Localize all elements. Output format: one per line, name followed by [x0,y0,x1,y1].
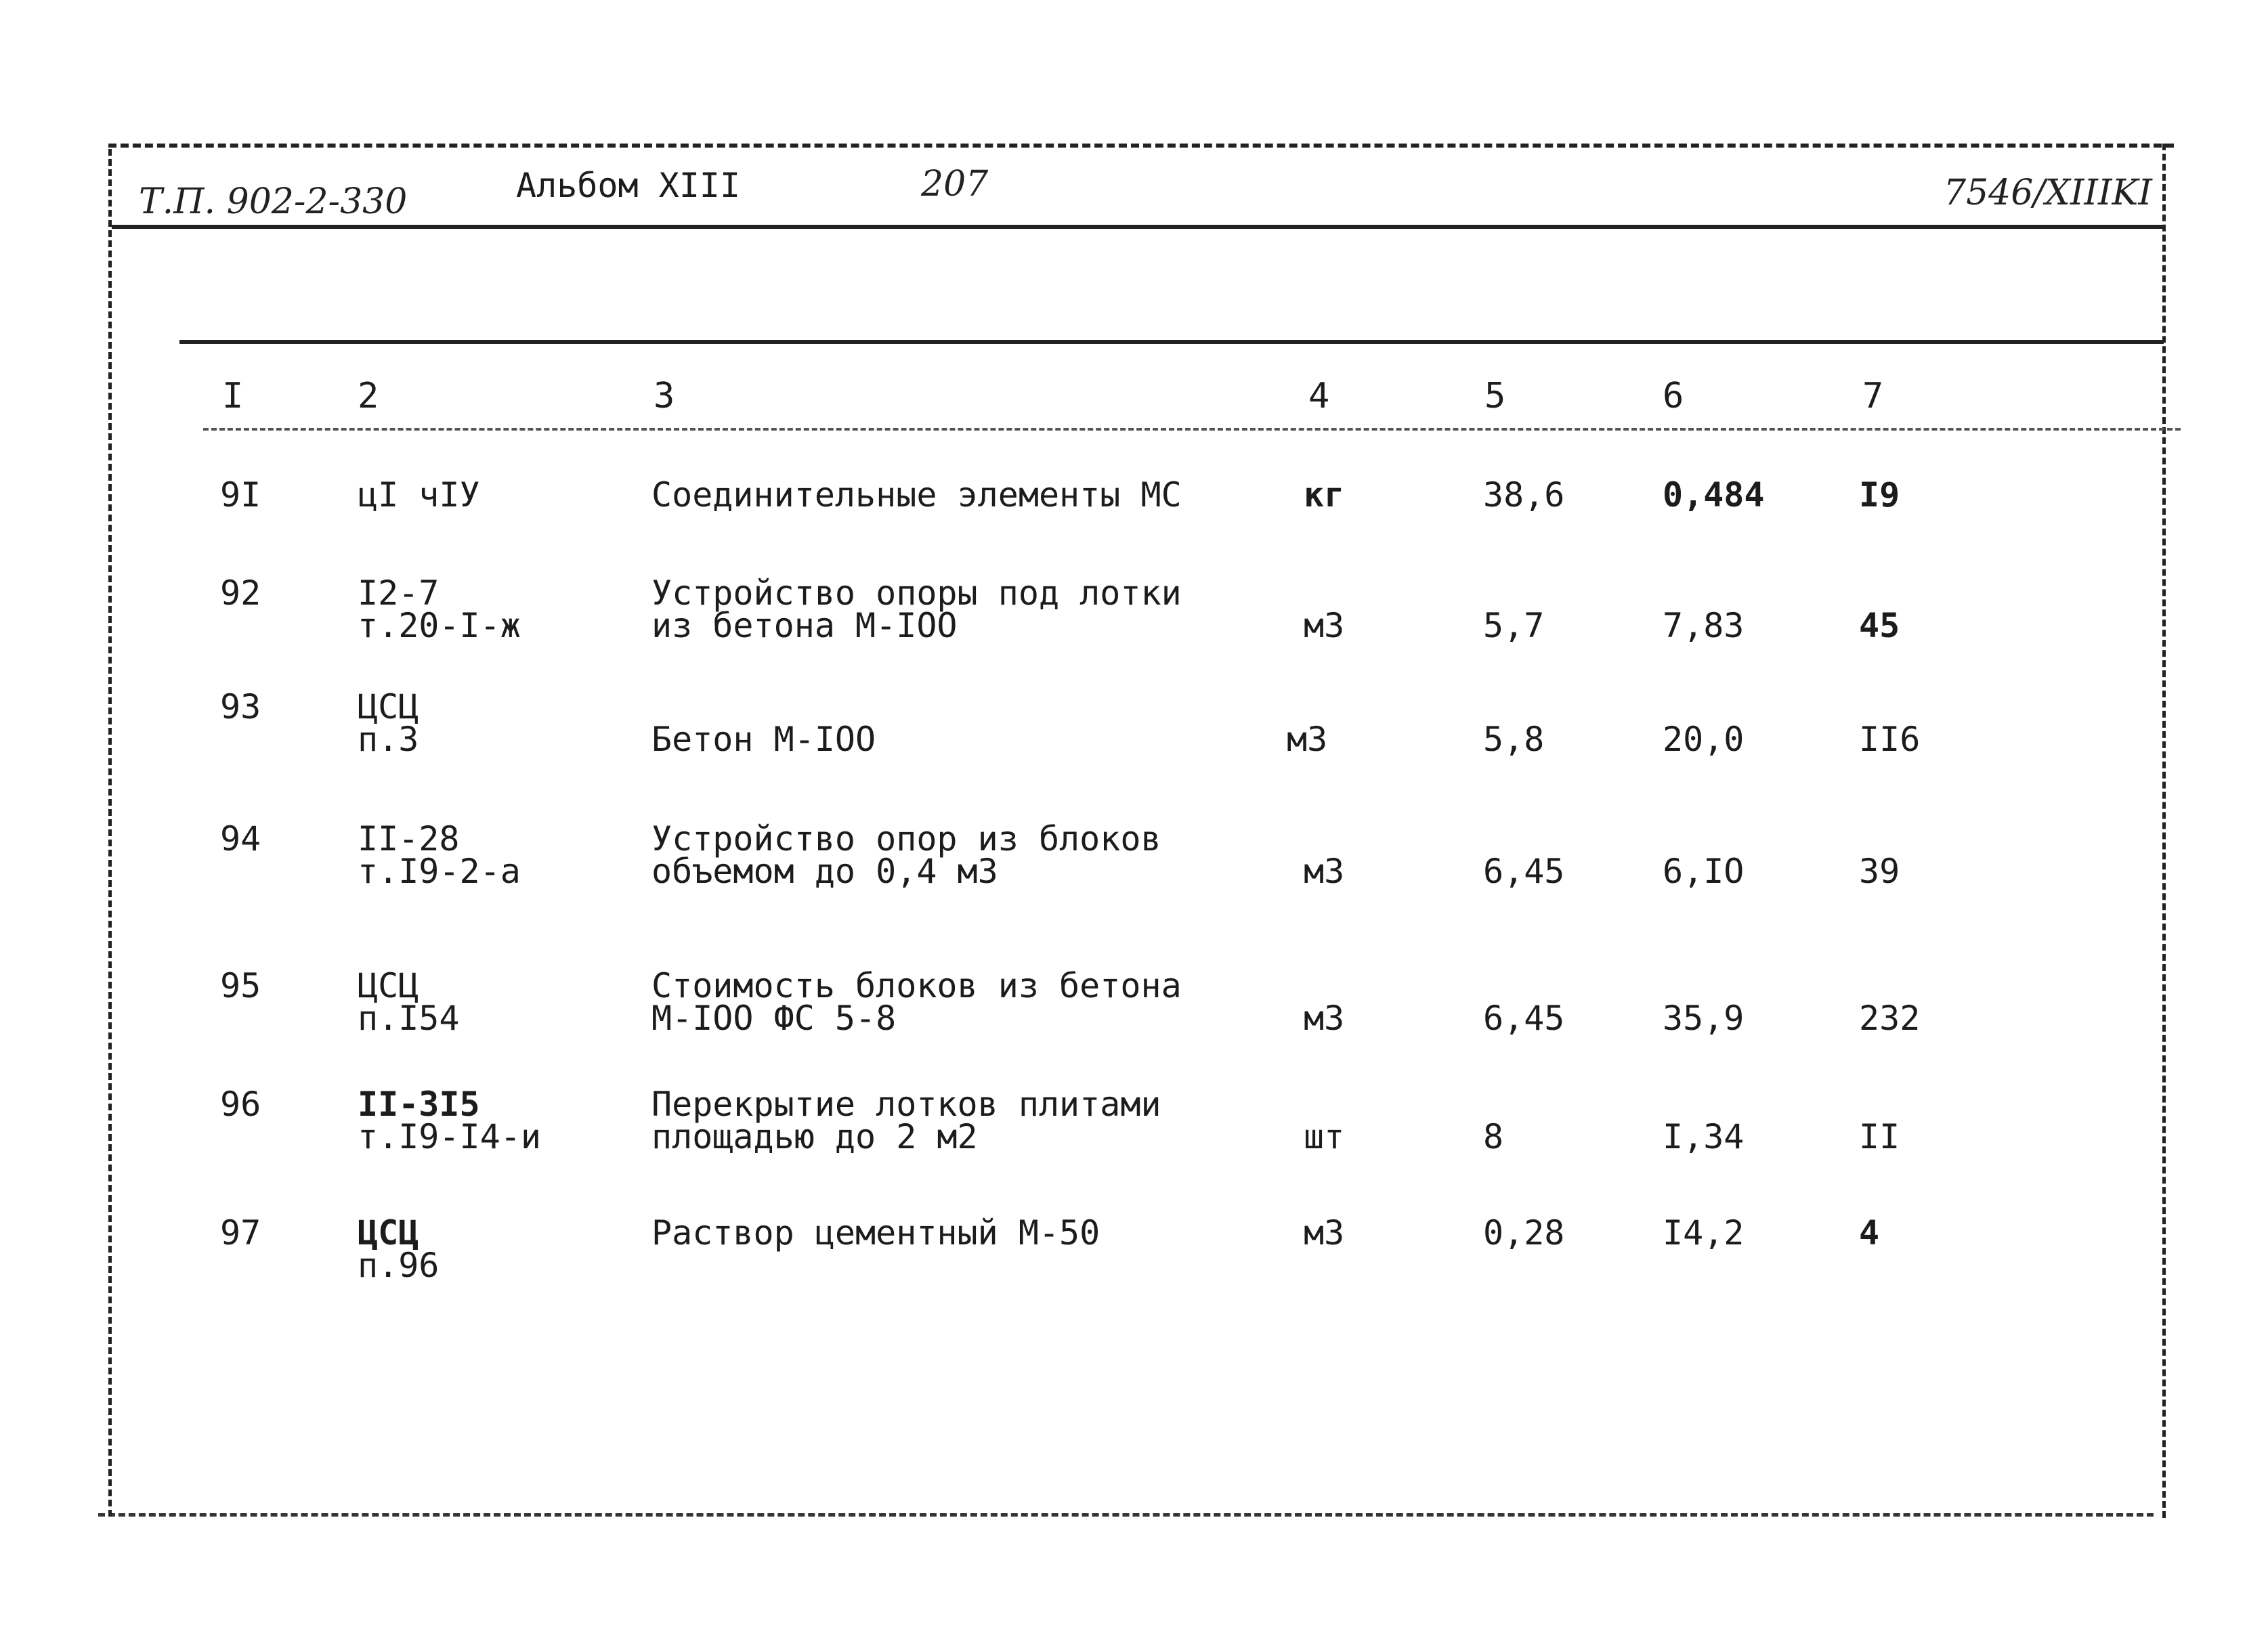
quantity: 8 [1483,1117,1504,1156]
work-name-line2: Бетон М-IOO [651,720,876,759]
total-cost: II6 [1859,720,1921,759]
table-row [0,1087,2268,1188]
unit-price: I,34 [1663,1117,1745,1156]
unit-price: 7,83 [1663,606,1745,645]
frame-bottom-border [98,1513,2154,1517]
rate-code-line1: ЦСЦ [358,966,419,1005]
rate-code-line2: т.20-I-ж [358,606,521,645]
quantity: 6,45 [1483,852,1565,891]
work-name-line1: Перекрытие лотков плитами [651,1085,1161,1124]
sheet-code: 7546/XIIIKI [1944,173,2152,213]
work-name-line1: Стоимость блоков из бетона [651,966,1182,1005]
rate-code-line2: п.I54 [358,999,460,1038]
unit: м3 [1304,852,1345,891]
row-number: 95 [220,966,261,1005]
unit: м3 [1304,999,1345,1038]
column-number-3: 3 [654,376,675,416]
row-number: 96 [220,1085,261,1124]
quantity: 5,7 [1483,606,1545,645]
total-cost: 232 [1859,999,1921,1038]
total-cost: 45 [1859,606,1900,645]
total-cost: I9 [1859,475,1900,515]
unit: м3 [1304,606,1345,645]
quantity: 38,6 [1483,475,1565,515]
table-top-rule [179,340,2164,344]
rate-code-line1: I2-7 [358,573,440,613]
column-header-rule [203,428,2181,431]
unit-price: 6,IO [1663,852,1745,891]
total-cost: 39 [1859,852,1900,891]
unit: м3 [1287,720,1328,759]
quantity: 5,8 [1483,720,1545,759]
column-number-4: 4 [1308,376,1330,416]
work-name-line2: площадью до 2 м2 [651,1117,978,1156]
work-name-line1: Соединительные элементы МС [651,475,1182,515]
total-cost: II [1859,1117,1900,1156]
column-number-6: 6 [1663,376,1684,416]
rate-code-line1: ЦСЦ [358,687,419,726]
table-row [0,1215,2268,1317]
rate-code-line2: п.3 [358,720,419,759]
work-name-line1: Устройство опор из блоков [651,819,1161,858]
project-code: Т.П. 902-2-330 [139,181,408,222]
quantity: 6,45 [1483,999,1565,1038]
unit: м3 [1304,1213,1345,1253]
table-row [0,477,2268,579]
table-row [0,575,2268,677]
rate-code-line1: II-3I5 [358,1085,480,1124]
page-number: 207 [921,164,989,204]
work-name-line1: Устройство опоры под лотки [651,573,1182,613]
rate-code-line1: цI чIУ [358,475,480,515]
total-cost: 4 [1859,1213,1880,1253]
unit-price: I4,2 [1663,1213,1745,1253]
rate-code-line2: т.I9-2-а [358,852,521,891]
row-number: 93 [220,687,261,726]
column-number-7: 7 [1862,376,1884,416]
frame-top-border [108,144,2174,148]
work-name-line2: М-IOO ФС 5-8 [651,999,897,1038]
column-number-2: 2 [358,376,379,416]
work-name-line1: Раствор цементный М-50 [651,1213,1100,1253]
table-row [0,689,2268,791]
row-number: 92 [220,573,261,613]
header-rule [112,225,2164,229]
row-number: 97 [220,1213,261,1253]
unit-price: 35,9 [1663,999,1745,1038]
table-row [0,968,2268,1070]
unit-price: 0,484 [1663,475,1765,515]
quantity: 0,28 [1483,1213,1565,1253]
row-number: 9I [220,475,261,515]
unit: кг [1304,475,1345,515]
column-number-5: 5 [1484,376,1506,416]
rate-code-line1: II-28 [358,819,460,858]
row-number: 94 [220,819,261,858]
work-name-line2: из бетона М-IOO [651,606,958,645]
rate-code-line2: п.96 [358,1246,440,1285]
rate-code-line1: ЦСЦ [358,1213,419,1253]
unit-price: 20,0 [1663,720,1745,759]
rate-code-line2: т.I9-I4-и [358,1117,541,1156]
unit: шт [1304,1117,1345,1156]
work-name-line2: объемом до 0,4 м3 [651,852,998,891]
table-row [0,821,2268,923]
column-number-1: I [222,376,244,416]
album-label: Альбом XIII [516,166,741,205]
